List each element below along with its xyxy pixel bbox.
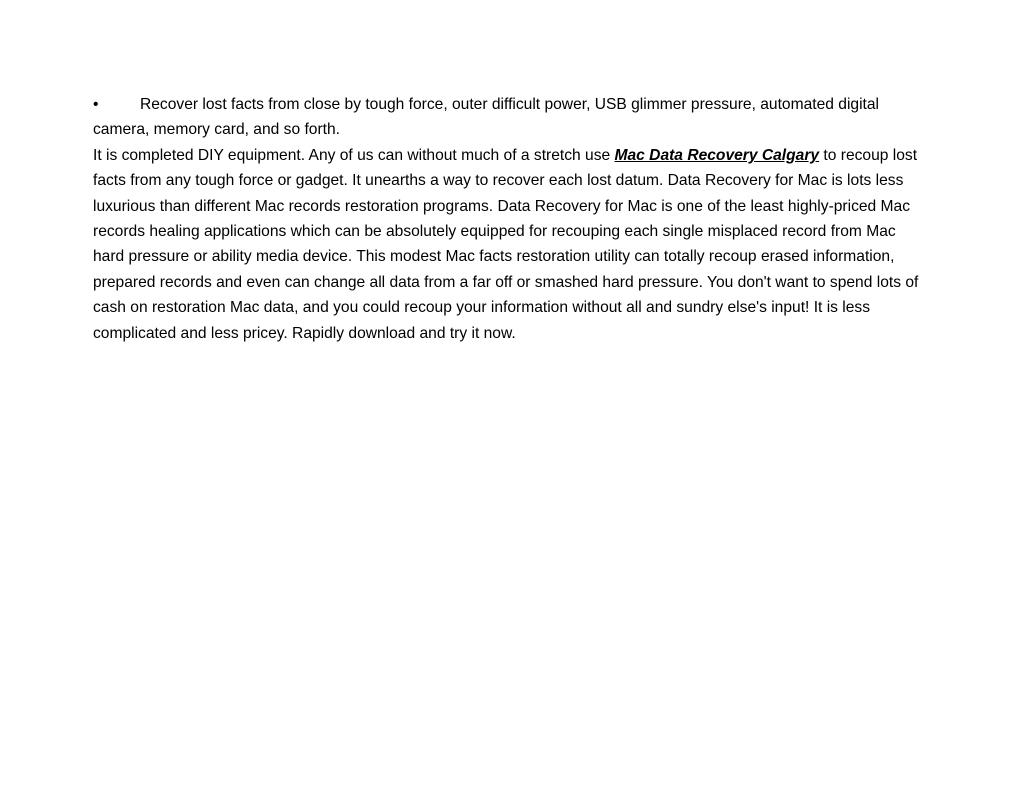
mac-data-recovery-calgary-link[interactable]: Mac Data Recovery Calgary	[614, 146, 820, 164]
paragraph-text-after-link: to recoup lost facts from any tough force or gadget. It unearths a way to recover each lost datum. Data Recovery for Mac is lots less luxurious than different Mac records restoration programs. Data Recovery for Mac is one of the least highly-priced Mac records healing applications which can be absolutely equipped for recouping each single misplaced record from Mac hard pressure or ability media device. This modest Mac facts restoration utility can totally recoup erased information, prepared records and even can change all data from a far off or smashed hard pressure. You don't want to spend lots of cash on restoration Mac data, and you could recoup your information without all and sundry else's input! It is less complicated and less pricey. Rapidly download and try it now.	[93, 146, 919, 342]
body-paragraph	[93, 143, 929, 346]
bullet-icon: •	[93, 96, 99, 113]
document-body	[93, 92, 929, 346]
paragraph-text-before-link: It is completed DIY equipment. Any of us can without much of a stretch use	[93, 146, 615, 164]
bullet-text: Recover lost facts from close by tough force, outer difficult power, USB glimmer pressure, automated digital camera, memory card, and so forth.	[93, 96, 880, 139]
bullet-item	[93, 92, 929, 143]
